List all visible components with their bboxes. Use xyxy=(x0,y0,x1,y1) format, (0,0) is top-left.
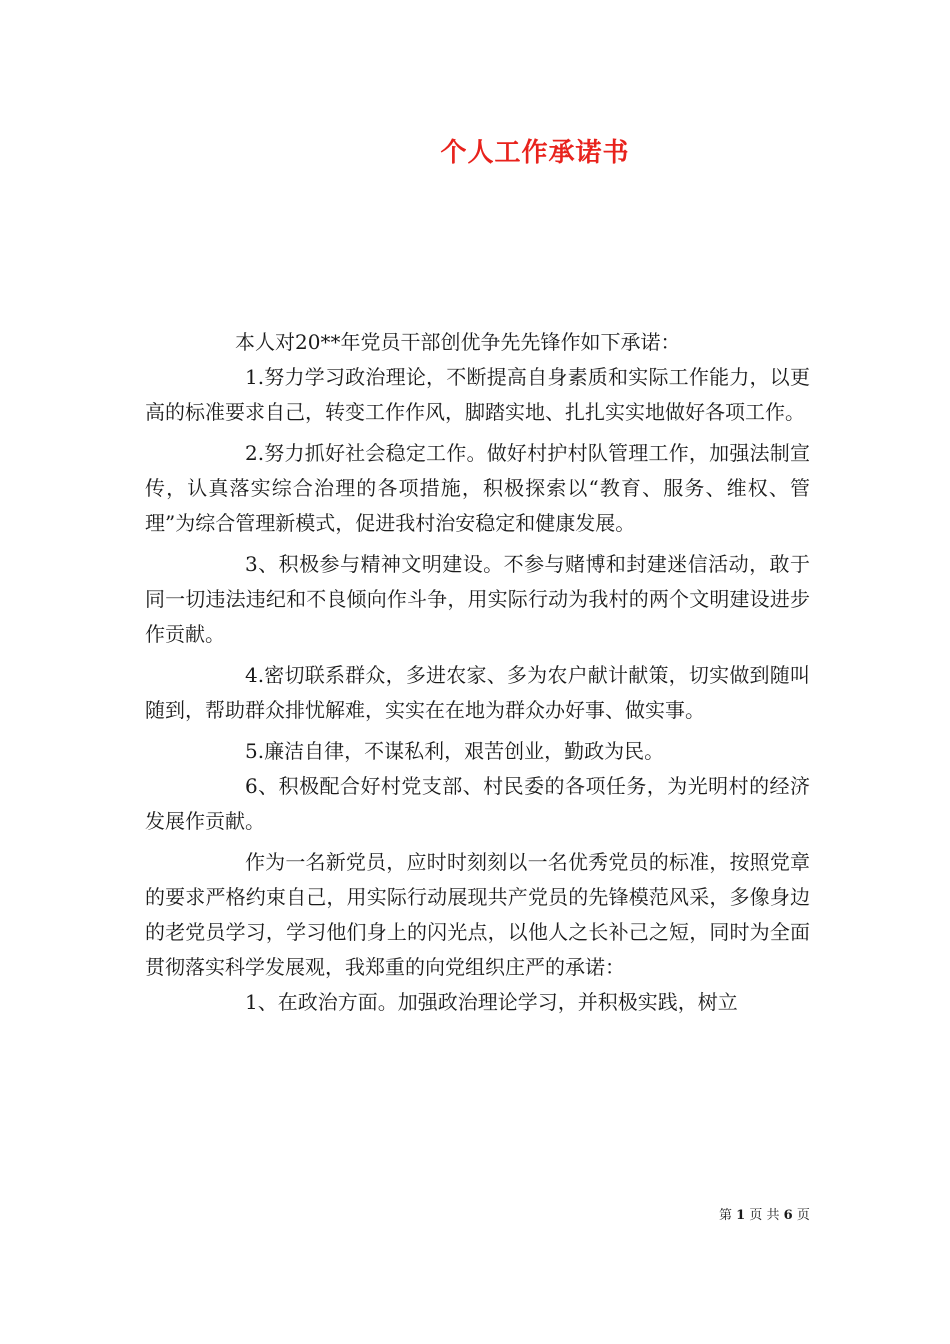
paragraph-2: 2.努力抓好社会稳定工作。做好村护村队管理工作，加强法制宣传，认真落实综合治理的各项措施，积极探索以“教育、服务、维权、管理”为综合管理新模式，促进我村治安稳定和健康发展。 xyxy=(145,441,810,535)
footer-total-pages: 6 xyxy=(783,1208,793,1223)
paragraph-8: 1、在政治方面。加强政治理论学习，并积极实践，树立 xyxy=(245,990,738,1014)
page-title: 个人工作承诺书 xyxy=(440,138,630,168)
paragraph-3: 3、积极参与精神文明建设。不参与赌博和封建迷信活动，敢于同一切违法违纪和不良倾向作斗争，用实际行动为我村的两个文明建设进步作贡献。 xyxy=(145,552,810,646)
paragraph-6: 6、积极配合好村党支部、村民委的各项任务，为光明村的经济发展作贡献。 xyxy=(145,774,810,833)
page-number-footer xyxy=(719,1204,810,1223)
paragraph-1: 1.努力学习政治理论，不断提高自身素质和实际工作能力，以更高的标准要求自己，转变工作作风，脚踏实地、扎扎实实地做好各项工作。 xyxy=(145,365,810,424)
footer-current-page: 1 xyxy=(736,1208,746,1223)
footer-prefix: 第 xyxy=(719,1208,733,1223)
paragraph-7: 作为一名新党员，应时时刻刻以一名优秀党员的标准，按照党章的要求严格约束自己，用实际行动展现共产党员的先锋模范风采，多像身边的老党员学习，学习他们身上的闪光点，以他人之长补己之短，同时为全面贯彻落实科学发展观，我郑重的向党组织庄严的承诺： xyxy=(145,850,810,979)
paragraph-5: 5.廉洁自律，不谋私利，艰苦创业，勤政为民。 xyxy=(245,739,665,763)
intro-paragraph: 本人对20**年党员干部创优争先先锋作如下承诺： xyxy=(235,330,681,354)
footer-middle: 页 共 xyxy=(749,1208,780,1223)
document-body xyxy=(145,325,810,1020)
paragraph-4: 4.密切联系群众，多进农家、多为农户献计献策，切实做到随叫随到，帮助群众排忧解难，实实在在地为群众办好事、做实事。 xyxy=(145,663,810,722)
footer-suffix: 页 xyxy=(796,1208,810,1223)
